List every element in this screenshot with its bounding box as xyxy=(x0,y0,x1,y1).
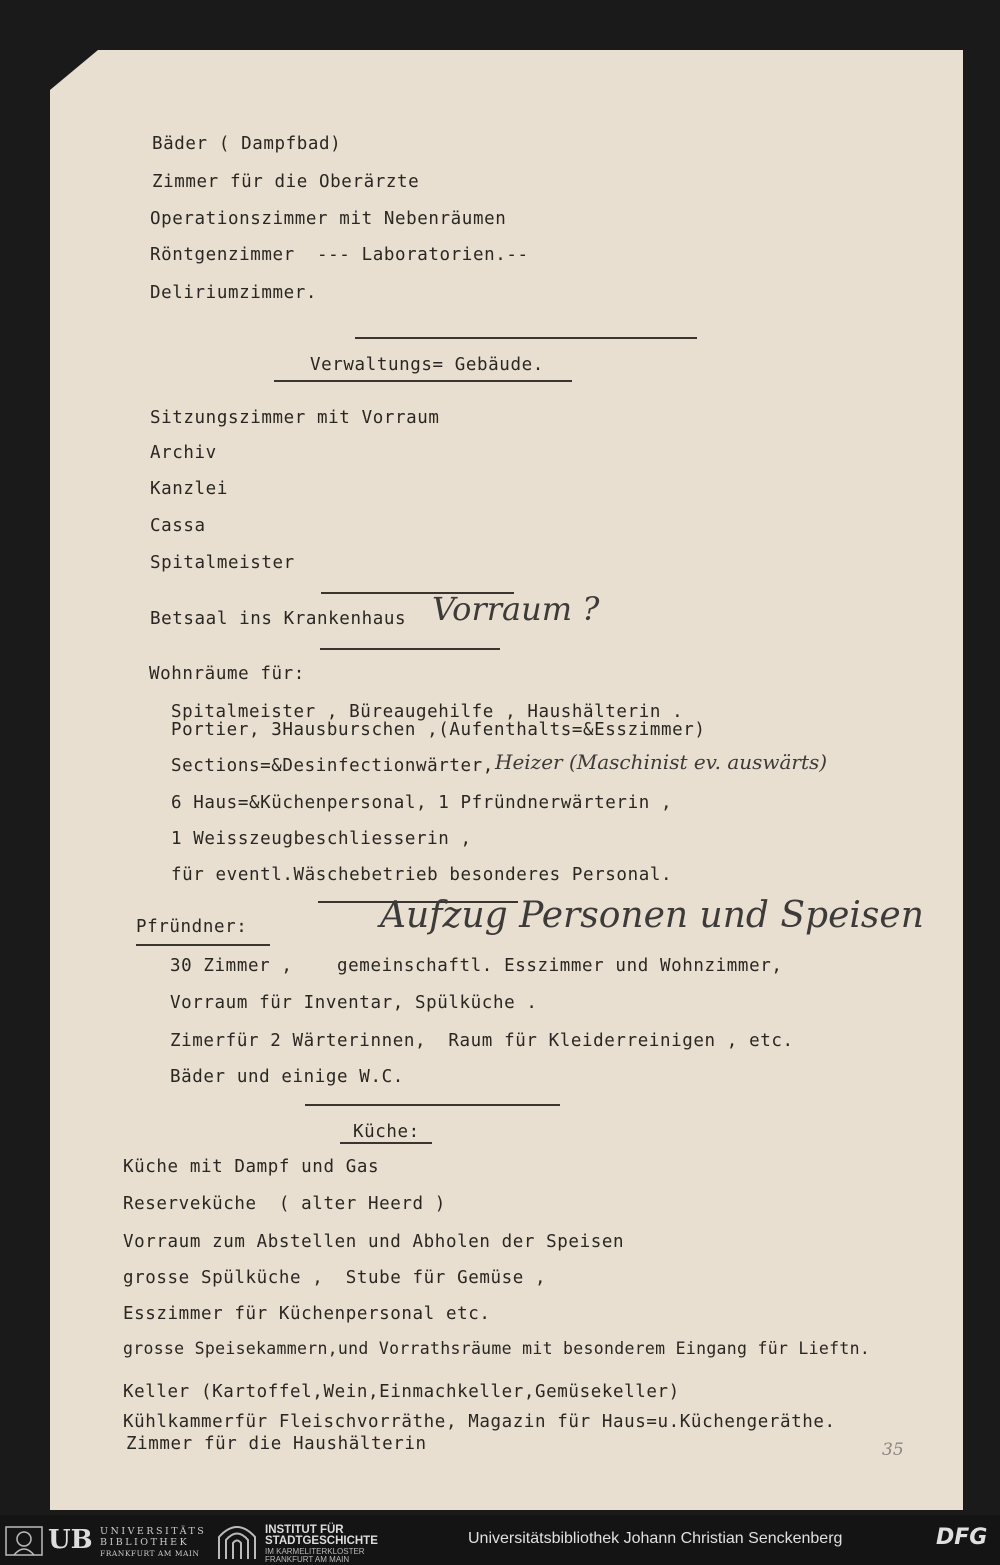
isg-logo xyxy=(215,1523,395,1564)
isg-line: STADTGESCHICHTE xyxy=(265,1535,378,1547)
isg-subtitle xyxy=(265,1548,365,1564)
text-line: Betsaal ins Krankenhaus xyxy=(150,609,407,629)
text-line: 6 Haus=&Küchenpersonal, 1 Pfründnerwärterin , xyxy=(171,793,673,813)
text-line: Zimmer für die Oberärzte xyxy=(152,172,420,192)
library-name: Universitätsbibliothek Johann Christian Senckenberg xyxy=(468,1530,843,1547)
isg-arch-icon xyxy=(215,1523,259,1559)
ub-mark: UB xyxy=(48,1525,93,1555)
text-line: Spitalmeister xyxy=(150,553,295,573)
text-line: 1 Weisszeugbeschliesserin , xyxy=(171,829,472,849)
text-line: Bäder ( Dampfbad) xyxy=(152,134,342,154)
isg-title xyxy=(265,1525,378,1547)
text-line: Keller (Kartoffel,Wein,Einmachkeller,Gemüsekeller) xyxy=(123,1382,680,1402)
handwritten-note: Heizer (Maschinist ev. auswärts) xyxy=(495,750,828,774)
text-line: Cassa xyxy=(150,516,206,536)
text-line: Vorraum zum Abstellen und Abholen der Speisen xyxy=(123,1232,625,1252)
text-line: Deliriumzimmer. xyxy=(150,283,318,303)
text-line: Wohnräume für: xyxy=(149,664,305,684)
text-line: 30 Zimmer , gemeinschaftl. Esszimmer und Wohnzimmer, xyxy=(170,956,783,976)
text-line: grosse Speisekammern,und Vorrathsräume mit besonderem Eingang für Lieftn. xyxy=(123,1339,871,1358)
section-heading: Küche: xyxy=(353,1122,420,1142)
heading-underline xyxy=(274,380,572,382)
section-heading: Verwaltungs= Gebäude. xyxy=(310,355,544,375)
text-line: Archiv xyxy=(150,443,217,463)
text-line: Kanzlei xyxy=(150,479,228,499)
text-line: grosse Spülküche , Stube für Gemüse , xyxy=(123,1268,547,1288)
ub-text xyxy=(100,1526,206,1559)
page-number: 35 xyxy=(882,1440,904,1460)
text-line: Reserveküche ( alter Heerd ) xyxy=(123,1194,446,1214)
heading-underline xyxy=(136,944,270,946)
text-line: Röntgenzimmer --- Laboratorien.-- xyxy=(150,245,529,265)
text-line: Portier, 3Hausburschen ,(Aufenthalts=&Esszimmer) xyxy=(171,720,706,740)
text-line: Sitzungszimmer mit Vorraum xyxy=(150,408,440,428)
ub-logo xyxy=(4,1523,207,1559)
isg-line: IM KARMELITERKLOSTER xyxy=(265,1547,365,1556)
text-line: Bäder und einige W.C. xyxy=(170,1067,404,1087)
text-line: für eventl.Wäschebetrieb besonderes Personal. xyxy=(171,865,673,885)
text-line: Vorraum für Inventar, Spülküche . xyxy=(170,993,538,1013)
isg-line: FRANKFURT AM MAIN xyxy=(265,1555,350,1564)
dfg-logo: DFG xyxy=(936,1525,988,1550)
handwritten-note: Vorraum ? xyxy=(432,590,600,628)
text-line: Kühlkammerfür Fleischvorräthe, Magazin für Haus=u.Küchengeräthe. xyxy=(123,1412,836,1432)
text-line: Operationszimmer mit Nebenräumen xyxy=(150,209,507,229)
text-line: Zimerfür 2 Wärterinnen, Raum für Kleiderreinigen , etc. xyxy=(170,1031,794,1051)
text-line: Zimmer für die Haushälterin xyxy=(126,1434,427,1454)
text-line: Küche mit Dampf und Gas xyxy=(123,1157,380,1177)
section-heading: Pfründner: xyxy=(136,917,248,937)
ub-emblem-icon xyxy=(4,1523,44,1557)
document-page xyxy=(50,50,963,1510)
text-line: Spitalmeister , Büreaugehilfe , Haushälterin . xyxy=(171,702,684,722)
divider-rule xyxy=(355,337,697,339)
divider-rule xyxy=(320,648,500,650)
divider-rule xyxy=(305,1104,560,1106)
text-line: Sections=&Desinfectionwärter, xyxy=(171,756,494,776)
ub-line: UNIVERSITÄTS xyxy=(100,1526,207,1537)
ub-line: FRANKFURT AM MAIN xyxy=(100,1549,200,1558)
handwritten-note: Aufzug Personen und Speisen xyxy=(380,895,924,936)
text-line: Esszimmer für Küchenpersonal etc. xyxy=(123,1304,491,1324)
isg-line: INSTITUT FÜR xyxy=(265,1524,344,1536)
footer-bar xyxy=(0,1515,1000,1565)
ub-line: BIBLIOTHEK xyxy=(100,1537,190,1548)
heading-underline xyxy=(340,1142,432,1144)
